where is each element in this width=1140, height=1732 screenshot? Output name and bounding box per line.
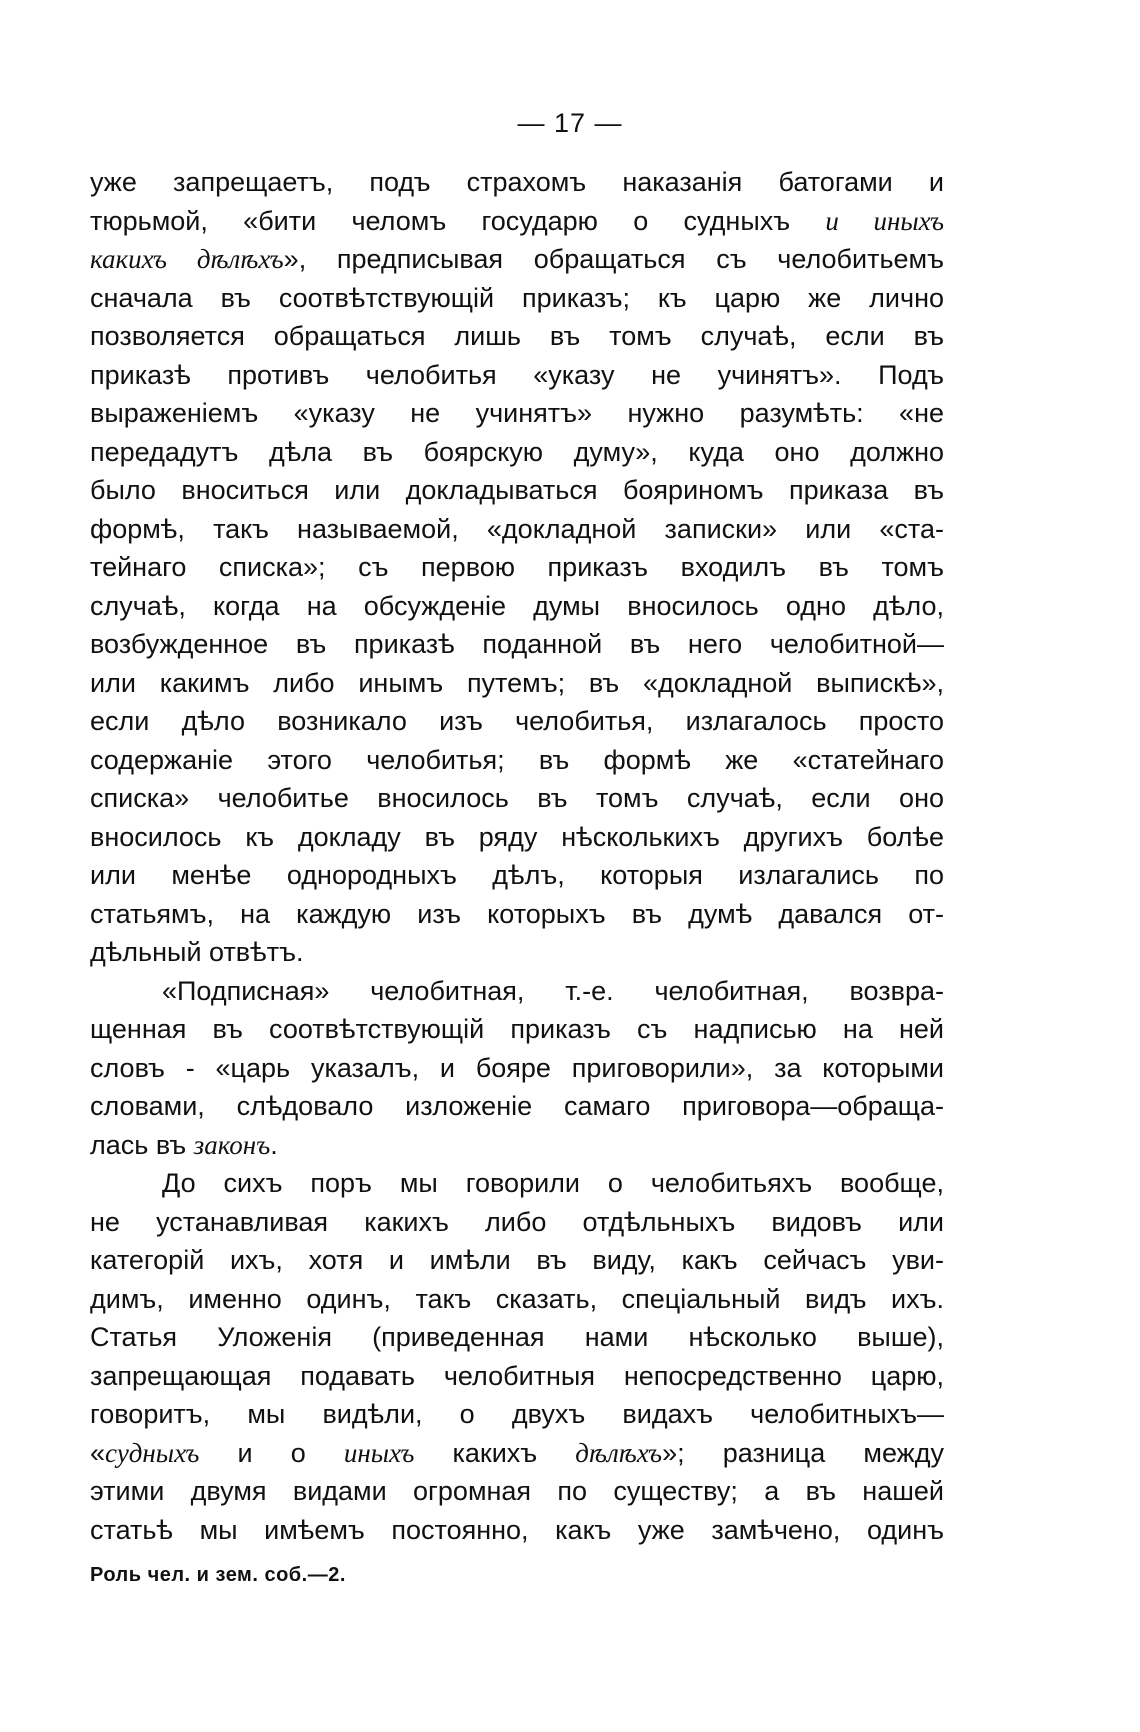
text-line — [90, 240, 944, 279]
text-run: тейнаго списка»; съ первою приказъ входилъ въ томъ — [90, 552, 944, 582]
page-number: — 17 — — [517, 108, 623, 138]
italic-text: иныхъ — [343, 1437, 415, 1468]
text-line — [90, 1126, 944, 1165]
text-line — [90, 548, 944, 587]
text-line — [90, 279, 944, 318]
text-run: статьямъ, на каждую изъ которыхъ въ думѣ давался от- — [90, 898, 944, 929]
text-line — [90, 818, 944, 857]
text-line — [90, 1049, 944, 1088]
text-run: какихъ — [414, 1437, 576, 1468]
text-run: « — [90, 1437, 106, 1468]
text-run: и о — [199, 1437, 344, 1468]
text-line — [90, 1010, 944, 1049]
italic-text: дѣлѣхъ — [575, 1437, 663, 1468]
text-run: или менѣе однородныхъ дѣлъ, которыя излагались по — [90, 860, 944, 890]
text-run: возбужденное въ приказѣ поданной въ него челобитной— — [90, 629, 944, 659]
text-line — [90, 433, 944, 472]
text-line — [90, 625, 944, 664]
text-line — [90, 664, 944, 703]
text-line — [90, 510, 944, 549]
text-run: димъ, именно одинъ, такъ сказать, спеціальный видъ ихъ. — [90, 1283, 944, 1314]
italic-text: законъ — [193, 1129, 271, 1160]
text-run: »; разница между — [662, 1437, 944, 1468]
text-run: содержаніе этого челобитья; въ формѣ же «статейнаго — [90, 744, 944, 775]
italic-text: какихъ дѣлѣхъ — [90, 244, 284, 274]
text-line — [90, 1395, 944, 1434]
text-line — [90, 202, 944, 241]
text-line — [90, 1511, 944, 1550]
text-line — [90, 933, 944, 972]
text-run: списка» челобитье вносилось въ томъ случаѣ, если оно — [90, 783, 944, 813]
text-line — [90, 1280, 944, 1319]
text-run: выраженіемъ «указу не учинятъ» нужно разумѣть: «не — [90, 398, 944, 428]
text-line — [90, 1164, 944, 1203]
text-run: запрещающая подавать челобитныя непосредственно царю, — [90, 1360, 944, 1391]
text-run: Статья Уложенія (приведенная нами нѣсколько выше), — [90, 1322, 944, 1352]
text-line — [90, 356, 944, 395]
text-line — [90, 702, 944, 741]
text-run: «Подписная» челобитная, т.-е. челобитная, возвра- — [162, 975, 944, 1006]
text-line — [90, 163, 944, 202]
text-run: словъ - «царь указалъ, и бояре приговорили», за которыми — [90, 1052, 944, 1083]
text-run: приказѣ противъ челобитья «указу не учинятъ». Подъ — [90, 359, 944, 390]
body-text — [90, 163, 944, 1549]
text-run: было вноситься или докладываться бояриномъ приказа въ — [90, 475, 944, 505]
text-run: или какимъ либо инымъ путемъ; въ «докладной выпискѣ», — [90, 667, 944, 698]
text-run: не устанавливая какихъ либо отдѣльныхъ видовъ или — [90, 1206, 944, 1237]
text-run: словами, слѣдовало изложеніе самаго приговора—обраща- — [90, 1091, 944, 1121]
text-run: статьѣ мы имѣемъ постоянно, какъ уже замѣчено, одинъ — [90, 1514, 944, 1545]
text-line — [90, 741, 944, 780]
text-run: тюрьмой, «бити челомъ государю о судныхъ — [90, 205, 826, 236]
text-line — [90, 1241, 944, 1280]
text-run: уже запрещаетъ, подъ страхомъ наказанія батогами и — [90, 167, 944, 197]
text-line — [90, 1357, 944, 1396]
text-run: вносилось къ докладу въ ряду нѣсколькихъ другихъ болѣе — [90, 821, 944, 852]
text-run: если дѣло возникало изъ челобитья, излагалось просто — [90, 706, 944, 736]
text-run: случаѣ, когда на обсужденіе думы вносилось одно дѣло, — [90, 590, 944, 621]
text-run: этими двумя видами огромная по существу; а въ нашей — [90, 1476, 944, 1506]
text-run: дѣльный отвѣтъ. — [90, 937, 304, 967]
text-line — [90, 1087, 944, 1126]
text-run: лась въ — [90, 1129, 194, 1160]
text-line — [90, 1434, 944, 1473]
text-run: передадутъ дѣла въ боярскую думу», куда оно должно — [90, 436, 944, 467]
text-line — [90, 394, 944, 433]
text-line — [90, 1203, 944, 1242]
text-run: позволяется обращаться лишь въ томъ случаѣ, если въ — [90, 321, 944, 351]
italic-text: судныхъ — [105, 1437, 200, 1468]
text-run: », предписывая обращаться съ челобитьемъ — [283, 244, 944, 274]
text-run: формѣ, такъ называемой, «докладной записки» или «ста- — [90, 513, 944, 544]
italic-text: и иныхъ — [825, 205, 944, 236]
footer-signature: Роль чел. и зем. соб.—2. — [90, 1564, 346, 1586]
text-line — [90, 895, 944, 934]
text-line — [90, 1472, 944, 1511]
text-line — [90, 471, 944, 510]
text-line — [90, 972, 944, 1011]
text-run: категорій ихъ, хотя и имѣли въ виду, какъ сейчасъ уви- — [90, 1245, 944, 1275]
text-line — [90, 779, 944, 818]
text-run: щенная въ соотвѣтствующій приказъ съ надписью на ней — [90, 1014, 944, 1044]
text-run: говоритъ, мы видѣли, о двухъ видахъ челобитныхъ— — [90, 1399, 944, 1429]
text-run: . — [270, 1129, 278, 1160]
text-line — [90, 317, 944, 356]
text-run: До сихъ поръ мы говорили о челобитьяхъ вообще, — [162, 1168, 944, 1198]
text-line — [90, 1318, 944, 1357]
text-run: сначала въ соотвѣтствующій приказъ; къ царю же лично — [90, 282, 944, 313]
text-line — [90, 856, 944, 895]
text-line — [90, 587, 944, 626]
